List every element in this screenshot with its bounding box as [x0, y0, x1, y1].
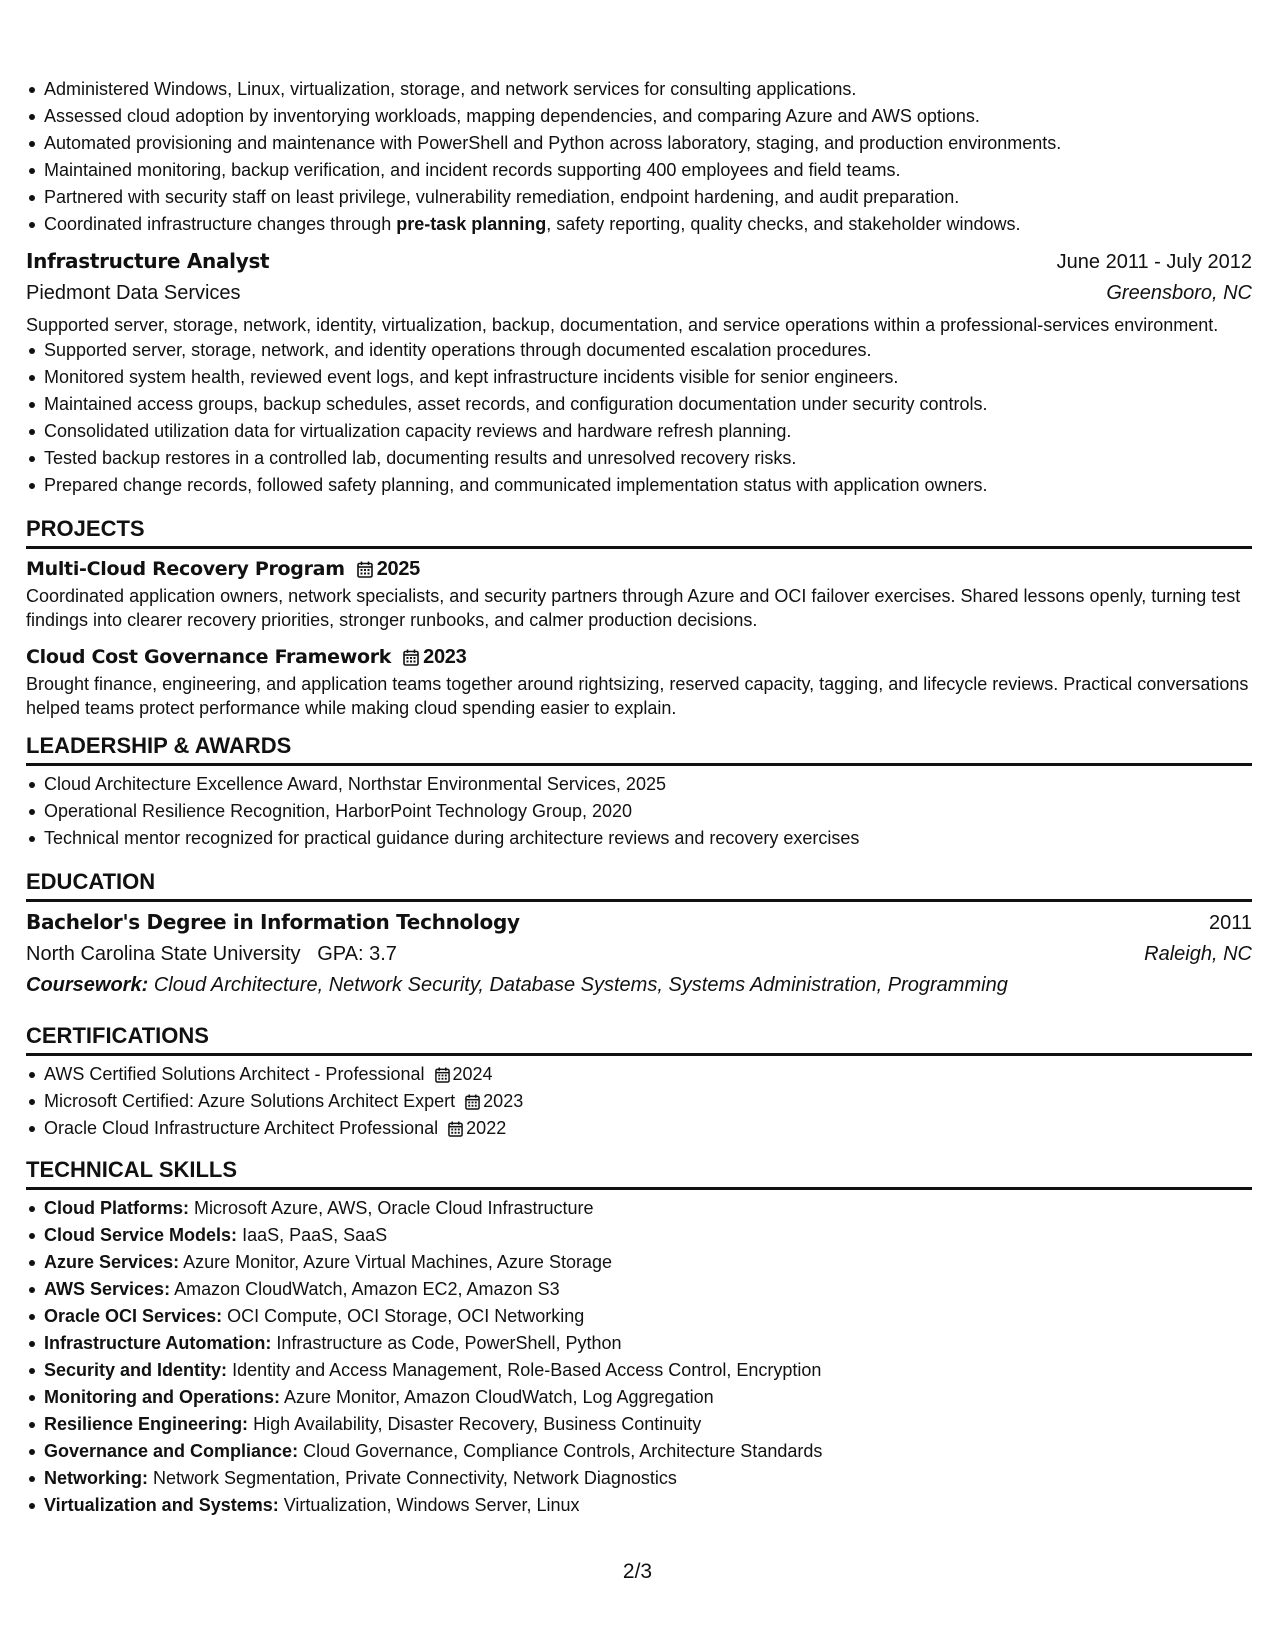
list-item	[26, 211, 1252, 238]
skill-label: Networking:	[44, 1468, 149, 1488]
certification-name: AWS Certified Solutions Architect - Professional	[44, 1064, 425, 1084]
list-item	[26, 1492, 1252, 1519]
list-item	[26, 1357, 1252, 1384]
section-title-education: EDUCATION	[26, 866, 1252, 902]
list-item	[26, 1330, 1252, 1357]
list-item: Assessed cloud adoption by inventorying workloads, mapping dependencies, and comparing Azure and AWS options.	[26, 103, 1252, 130]
section-title-leadership: LEADERSHIP & AWARDS	[26, 730, 1252, 766]
job-company: Piedmont Data Services	[26, 282, 241, 304]
skill-label: Azure Services:	[44, 1252, 180, 1272]
skill-value: OCI Compute, OCI Storage, OCI Networking	[227, 1306, 585, 1326]
list-item: Tested backup restores in a controlled lab, documenting results and unresolved recovery risks.	[26, 445, 1252, 472]
certification-year: 2023	[483, 1091, 524, 1111]
projects-section	[26, 513, 1252, 720]
calendar-icon	[448, 1121, 463, 1137]
skill-value: Infrastructure as Code, PowerShell, Python	[276, 1333, 622, 1353]
skill-label: Monitoring and Operations:	[44, 1387, 280, 1407]
coursework	[26, 970, 1252, 1000]
list-item: Partnered with security staff on least privilege, vulnerability remediation, endpoint hardening, and audit preparation.	[26, 184, 1252, 211]
list-item: Technical mentor recognized for practical guidance during architecture reviews and recovery exercises	[26, 825, 1252, 852]
school-location: Raleigh, NC	[1144, 943, 1252, 965]
list-item: Operational Resilience Recognition, HarborPoint Technology Group, 2020	[26, 798, 1252, 825]
skill-value: Virtualization, Windows Server, Linux	[283, 1495, 580, 1515]
skill-value: Identity and Access Management, Role-Based Access Control, Encryption	[232, 1360, 822, 1380]
calendar-icon	[403, 649, 419, 666]
certification-name: Oracle Cloud Infrastructure Architect Professional	[44, 1118, 439, 1138]
list-item: Administered Windows, Linux, virtualization, storage, and network services for consulting applications.	[26, 76, 1252, 103]
coursework-list: Cloud Architecture, Network Security, Database Systems, Systems Administration, Programming	[153, 974, 1008, 996]
skill-value: Cloud Governance, Compliance Controls, Architecture Standards	[303, 1441, 823, 1461]
list-item: Cloud Architecture Excellence Award, Northstar Environmental Services, 2025	[26, 771, 1252, 798]
skill-value: Network Segmentation, Private Connectivity, Network Diagnostics	[153, 1468, 677, 1488]
bullet-bold-text: pre-task planning	[396, 214, 547, 234]
skill-label: Resilience Engineering:	[44, 1414, 249, 1434]
list-item	[26, 1465, 1252, 1492]
list-item	[26, 1411, 1252, 1438]
skill-label: Infrastructure Automation:	[44, 1333, 272, 1353]
skill-label: AWS Services:	[44, 1279, 171, 1299]
project-title: Multi-Cloud Recovery Program	[26, 558, 345, 580]
certification-year: 2024	[452, 1064, 493, 1084]
list-item	[26, 1276, 1252, 1303]
list-item	[26, 1222, 1252, 1249]
list-item: Monitored system health, reviewed event logs, and kept infrastructure incidents visible for senior engineers.	[26, 364, 1252, 391]
degree-title: Bachelor's Degree in Information Technology	[26, 910, 520, 934]
list-item	[26, 1115, 1252, 1142]
leadership-section	[26, 730, 1252, 852]
project-description: Coordinated application owners, network specialists, and security partners through Azure and OCI failover exercises. Shared lessons openly, turning test findings into clearer recovery priorities, stronger runbooks, and calmer production decisions.	[26, 586, 1241, 630]
skill-value: Microsoft Azure, AWS, Oracle Cloud Infrastructure	[194, 1198, 594, 1218]
certifications-list	[26, 1061, 1252, 1142]
skill-label: Security and Identity:	[44, 1360, 228, 1380]
resume-page	[26, 76, 1252, 1519]
leadership-list	[26, 771, 1252, 852]
skill-label: Cloud Service Models:	[44, 1225, 238, 1245]
section-title-projects: PROJECTS	[26, 513, 1252, 549]
list-item: Supported server, storage, network, and identity operations through documented escalation procedures.	[26, 337, 1252, 364]
skill-value: Amazon CloudWatch, Amazon EC2, Amazon S3	[174, 1279, 560, 1299]
list-item	[26, 1303, 1252, 1330]
calendar-icon	[357, 561, 373, 578]
skill-value: High Availability, Disaster Recovery, Business Continuity	[253, 1414, 702, 1434]
gpa: GPA: 3.7	[317, 943, 397, 965]
bullet-text: Coordinated infrastructure changes through	[44, 214, 397, 234]
skill-label: Governance and Compliance:	[44, 1441, 299, 1461]
list-item	[26, 1195, 1252, 1222]
job-location: Greensboro, NC	[1106, 282, 1252, 304]
skills-list	[26, 1195, 1252, 1519]
list-item: Consolidated utilization data for virtualization capacity reviews and hardware refresh planning.	[26, 418, 1252, 445]
certification-name: Microsoft Certified: Azure Solutions Architect Expert	[44, 1091, 456, 1111]
project-year: 2023	[423, 646, 467, 668]
section-title-certifications: CERTIFICATIONS	[26, 1020, 1252, 1056]
list-item	[26, 1088, 1252, 1115]
skill-label: Virtualization and Systems:	[44, 1495, 279, 1515]
list-item: Automated provisioning and maintenance with PowerShell and Python across laboratory, staging, and production environments.	[26, 130, 1252, 157]
certification-year: 2022	[466, 1118, 507, 1138]
project-title: Cloud Cost Governance Framework	[26, 646, 392, 668]
education-section	[26, 866, 1252, 1000]
skill-value: Azure Monitor, Amazon CloudWatch, Log Aggregation	[284, 1387, 714, 1407]
calendar-icon	[435, 1067, 450, 1083]
school-name: North Carolina State University	[26, 943, 301, 965]
skills-section	[26, 1154, 1252, 1519]
skill-value: IaaS, PaaS, SaaS	[242, 1225, 388, 1245]
skill-label: Cloud Platforms:	[44, 1198, 190, 1218]
job-title: Infrastructure Analyst	[26, 249, 270, 273]
job-entry	[26, 246, 1252, 499]
list-item	[26, 1061, 1252, 1088]
list-item	[26, 1249, 1252, 1276]
project-entry	[26, 554, 1252, 632]
graduation-year: 2011	[1208, 912, 1252, 934]
previous-job-bullets	[26, 76, 1252, 238]
list-item: Maintained monitoring, backup verification, and incident records supporting 400 employees and field teams.	[26, 157, 1252, 184]
certifications-section	[26, 1020, 1252, 1142]
list-item	[26, 1384, 1252, 1411]
section-title-skills: TECHNICAL SKILLS	[26, 1154, 1252, 1190]
bullet-text: , safety reporting, quality checks, and stakeholder windows.	[546, 214, 1021, 234]
project-description: Brought finance, engineering, and application teams together around rightsizing, reserved capacity, tagging, and lifecycle reviews. Practical conversations helped teams protect performance while making cloud spending easier to explain.	[26, 674, 1249, 718]
job-bullets	[26, 337, 1252, 499]
coursework-label: Coursework:	[26, 974, 149, 996]
project-entry	[26, 642, 1252, 720]
project-year: 2025	[376, 558, 420, 580]
job-dates: June 2011 - July 2012	[1056, 251, 1252, 273]
skill-value: Azure Monitor, Azure Virtual Machines, Azure Storage	[183, 1252, 612, 1272]
job-summary: Supported server, storage, network, identity, virtualization, backup, documentation, and service operations within a professional-services environment.	[26, 315, 1219, 335]
list-item: Prepared change records, followed safety planning, and communicated implementation status with application owners.	[26, 472, 1252, 499]
list-item	[26, 1438, 1252, 1465]
page-number: 2/3	[622, 1560, 653, 1583]
skill-label: Oracle OCI Services:	[44, 1306, 223, 1326]
calendar-icon	[465, 1094, 480, 1110]
list-item: Maintained access groups, backup schedules, asset records, and configuration documentation under security controls.	[26, 391, 1252, 418]
